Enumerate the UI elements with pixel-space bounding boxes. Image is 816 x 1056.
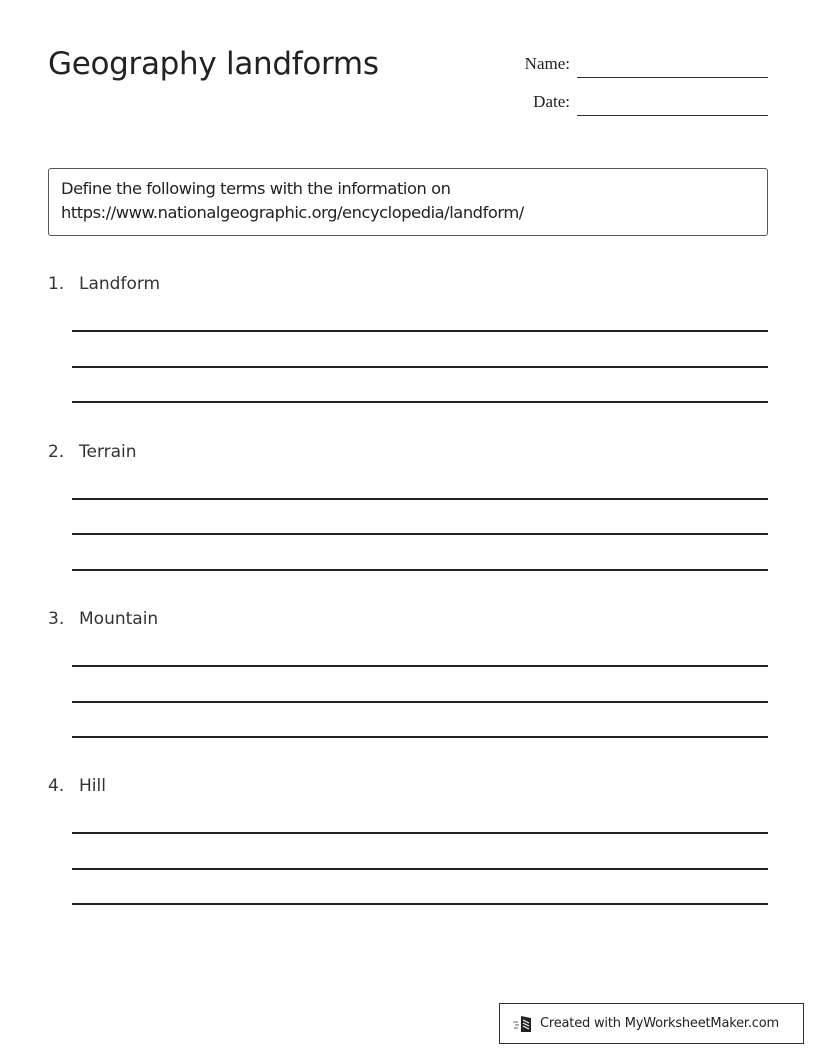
date-field-line[interactable] — [577, 115, 768, 116]
answer-line[interactable] — [72, 569, 768, 571]
question-4 — [48, 776, 106, 796]
instructions-url: https://www.nationalgeographic.org/encyclopedia/landform/ — [61, 203, 524, 222]
question-term: Terrain — [79, 442, 137, 462]
answer-line[interactable] — [72, 665, 768, 667]
page-title: Geography landforms — [48, 46, 379, 82]
question-term: Hill — [79, 776, 106, 796]
question-number: 1. — [48, 274, 65, 294]
answer-line[interactable] — [72, 736, 768, 738]
question-1 — [48, 274, 160, 294]
answer-line[interactable] — [72, 498, 768, 500]
answer-line[interactable] — [72, 533, 768, 535]
name-label: Name: — [524, 54, 570, 73]
answer-line[interactable] — [72, 366, 768, 368]
question-2 — [48, 442, 137, 462]
question-number: 4. — [48, 776, 65, 796]
name-field-line[interactable] — [577, 77, 768, 78]
footer-credit[interactable] — [499, 1003, 804, 1044]
question-term: Mountain — [79, 609, 159, 629]
answer-line[interactable] — [72, 330, 768, 332]
answer-line[interactable] — [72, 903, 768, 905]
worksheet-maker-logo-icon — [512, 1014, 534, 1034]
answer-line[interactable] — [72, 701, 768, 703]
instructions-line-1: Define the following terms with the information on — [61, 179, 451, 198]
question-number: 3. — [48, 609, 65, 629]
footer-text: Created with MyWorksheetMaker.com — [540, 1016, 779, 1031]
question-term: Landform — [79, 274, 161, 294]
answer-line[interactable] — [72, 401, 768, 403]
question-3 — [48, 609, 158, 629]
answer-line[interactable] — [72, 868, 768, 870]
date-label: Date: — [533, 92, 570, 111]
answer-line[interactable] — [72, 832, 768, 834]
question-number: 2. — [48, 442, 65, 462]
instructions-box — [48, 168, 768, 236]
